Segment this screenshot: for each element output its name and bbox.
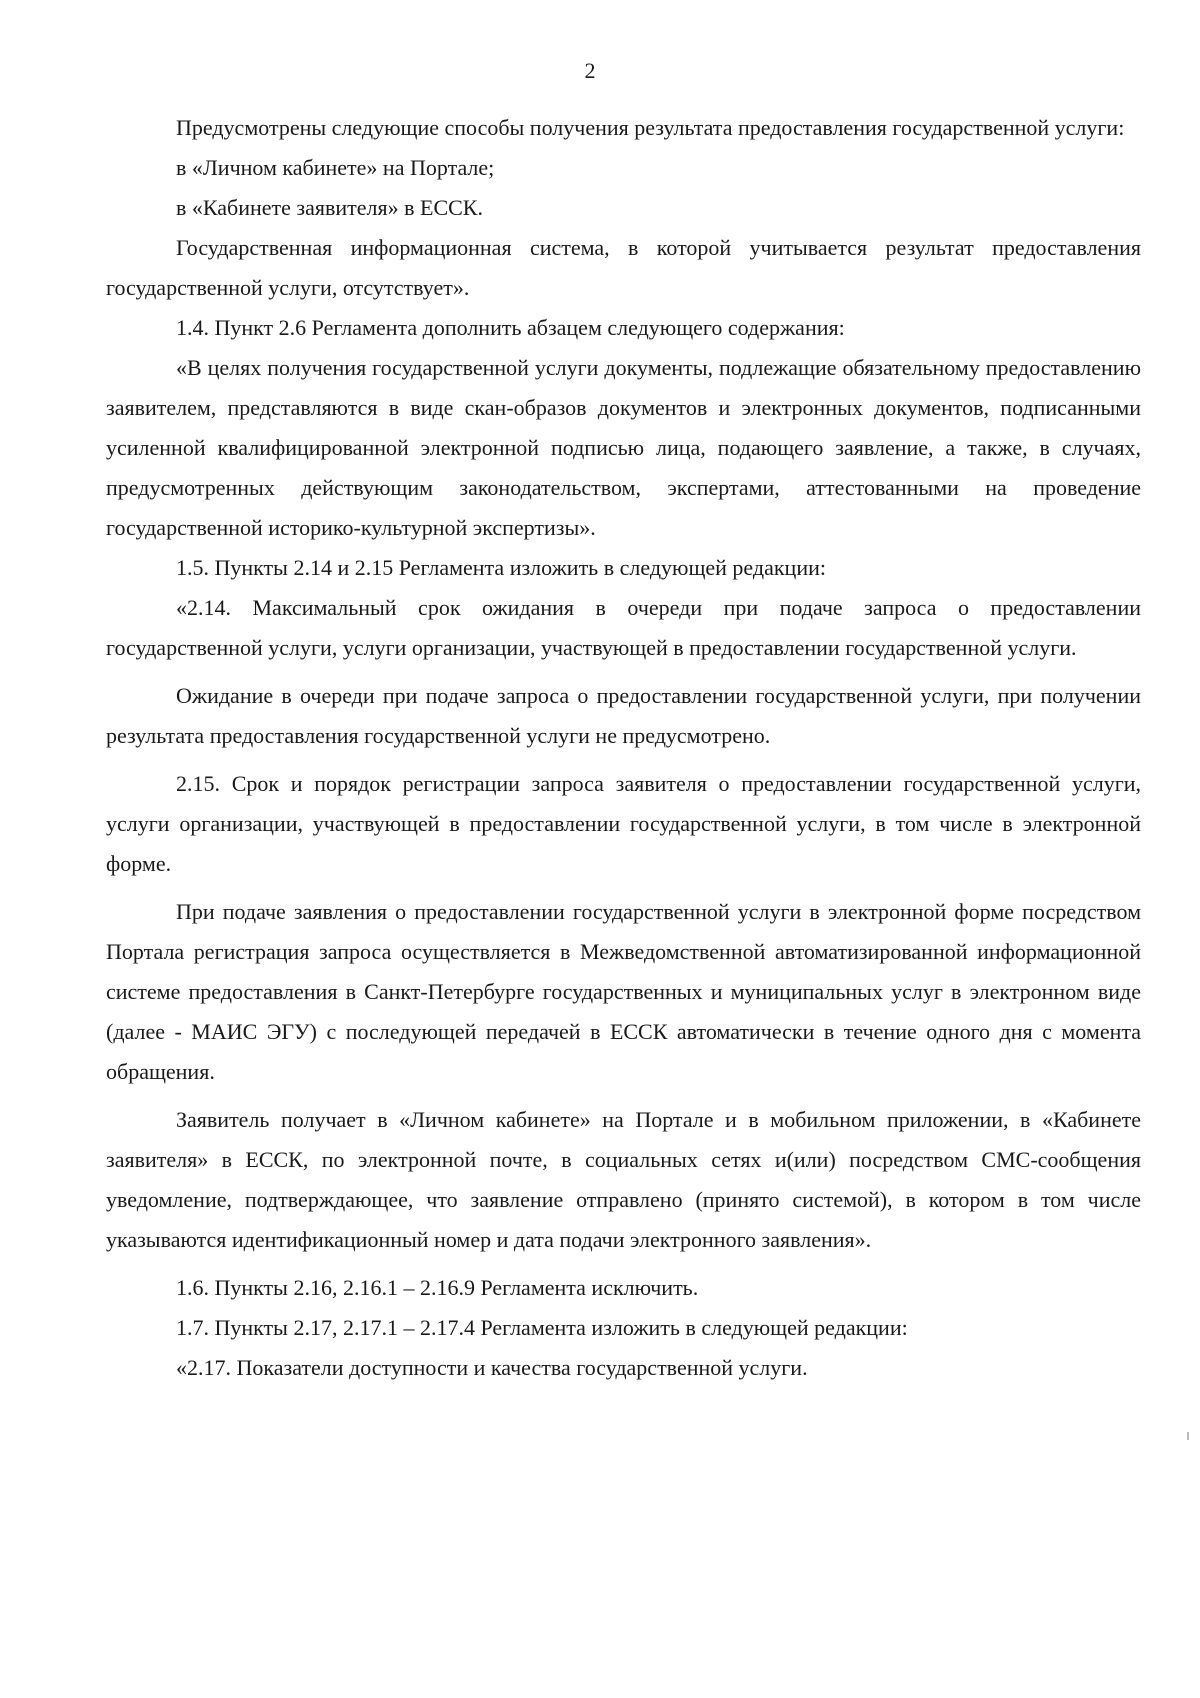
- paragraph: «2.17. Показатели доступности и качества государственной услуги.: [176, 1355, 808, 1380]
- page-number: 2: [584, 58, 596, 83]
- paragraph: 1.7. Пункты 2.17, 2.17.1 – 2.17.4 Регламента изложить в следующей редакции:: [176, 1315, 908, 1340]
- paragraph: 1.4. Пункт 2.6 Регламента дополнить абзацем следующего содержания:: [176, 315, 845, 340]
- scan-edge-mark: [1187, 1432, 1189, 1440]
- paragraph: «В целях получения государственной услуги документы, подлежащие обязательному предоставлению заявителем, представляются в виде скан-образов документов и электронных документов, подписанными усиленной квалифицированной электронной подписью лица, подающего заявление, а также, в случаях, предусмотренных действующим законодательством, экспертами, аттестованными на проведение государственной историко-культурной экспертизы».: [106, 355, 1141, 540]
- paragraph: Предусмотрены следующие способы получения результата предоставления государственной услуги:: [176, 115, 1125, 140]
- paragraph: Ожидание в очереди при подаче запроса о предоставлении государственной услуги, при получении результата предоставления государственной услуги не предусмотрено.: [106, 683, 1141, 748]
- paragraph: в «Личном кабинете» на Портале;: [176, 155, 495, 180]
- paragraph: При подаче заявления о предоставлении государственной услуги в электронной форме посредством Портала регистрация запроса осуществляется в Межведомственной автоматизированной информационной системе предоставления в Санкт-Петербурге государственных и муниципальных услуг в электронном виде (далее - МАИС ЭГУ) с последующей передачей в ЕССК автоматически в течение одного дня с момента обращения.: [106, 899, 1141, 1084]
- document-body: [106, 108, 1141, 1388]
- paragraph: 1.6. Пункты 2.16, 2.16.1 – 2.16.9 Регламента исключить.: [176, 1275, 699, 1300]
- paragraph: 1.5. Пункты 2.14 и 2.15 Регламента изложить в следующей редакции:: [176, 555, 826, 580]
- paragraph: 2.15. Срок и порядок регистрации запроса заявителя о предоставлении государственной услуги, услуги организации, участвующей в предоставлении государственной услуги, в том числе в электронной форме.: [106, 771, 1141, 876]
- paragraph: «2.14. Максимальный срок ожидания в очереди при подаче запроса о предоставлении государственной услуги, услуги организации, участвующей в предоставлении государственной услуги.: [106, 595, 1141, 660]
- paragraph: в «Кабинете заявителя» в ЕССК.: [176, 195, 483, 220]
- paragraph: Заявитель получает в «Личном кабинете» на Портале и в мобильном приложении, в «Кабинете заявителя» в ЕССК, по электронной почте, в социальных сетях и(или) посредством СМС-сообщения уведомление, подтверждающее, что заявление отправлено (принято системой), в котором в том числе указываются идентификационный номер и дата подачи электронного заявления».: [106, 1107, 1141, 1252]
- paragraph: Государственная информационная система, в которой учитывается результат предоставления государственной услуги, отсутствует».: [106, 235, 1141, 300]
